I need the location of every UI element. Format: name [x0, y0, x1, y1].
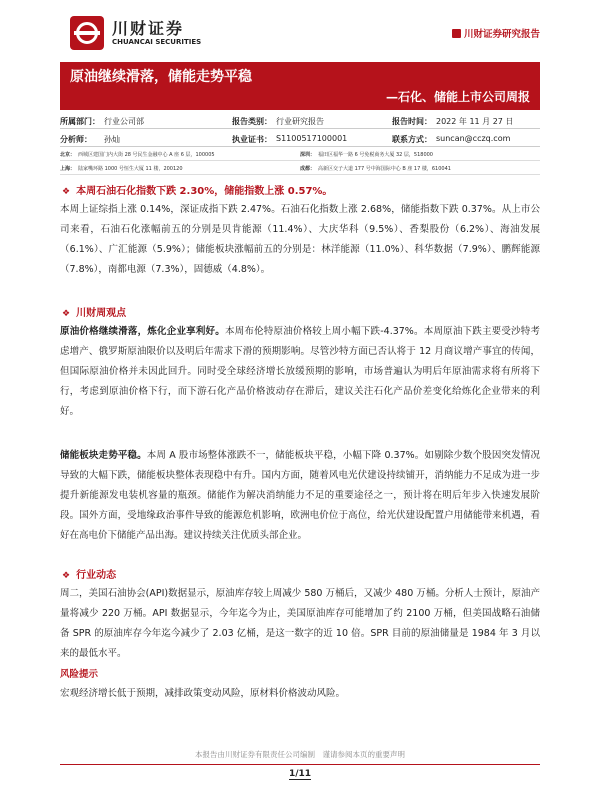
storage-view-body: 本周 A 股市场整体涨跌不一，储能板块平稳，小幅下降 0.37%。如剔除少数个股因突发情况导致的大幅下跌，储能板块整体表现稳中有升。国内方面，随着风电光伏建设持续铺开，消纳能力不足成为进一步提升新能源发电装机容量的瓶颈。储能作为解决消纳能力不足的重要途径之一，预计将在明后年步入快速发展阶段。国外方面，受地缘政治事件导致的能源危机影响，欧洲电价位于高位，给光伏建设配置户用储能带来机遇，看好在高电价下储能产品出海。建议持续关注优质头部企业。	[60, 450, 540, 541]
section-2-title: 川财周观点	[76, 308, 127, 319]
storage-view-paragraph	[60, 446, 540, 546]
dept-value: 行业公司部	[104, 117, 144, 126]
cd-label: 成都：	[300, 166, 316, 172]
oil-view-paragraph	[60, 322, 540, 422]
risk-paragraph: 宏观经济增长低于预期，减排政策变动风险，原材料价格波动风险。	[60, 688, 346, 699]
page-number-text: 1/11	[288, 769, 312, 779]
series-icon	[452, 29, 461, 38]
address-table	[60, 147, 540, 175]
sz-address: 福田区福华一路 6 号免税商务大厦 32 层，518000	[318, 152, 433, 158]
sh-address: 陆家嘴环路 1000 号恒生大厦 11 楼，200120	[78, 166, 183, 172]
meta-table	[60, 111, 540, 147]
bj-label: 北京：	[60, 152, 76, 158]
cd-address: 高新区交子大道 177 号中海国际中心 B 座 17 楼，610041	[318, 166, 451, 172]
diamond-icon: ❖	[62, 187, 71, 197]
sz-label: 深圳：	[300, 152, 316, 158]
type-label: 报告类别：	[232, 117, 272, 126]
oil-view-body: 本周布伦特原油价格较上周小幅下跌-4.37%。本周原油下跌主要受沙特考虑增产、俄罗斯原油限价以及明后年需求下滑的预期影响。尽管沙特方面已否认将于 12 月商议增产事宜的传闻，但国际原油价格并未因此回升。同时受全球经济增长放缓预期的影响，市场普遍认为明后年原油需求将有所将下行，考虑到原油价格下行，而下游石化产品价格波动存在滞后，建议关注石化产品价差变化给炼化企业带来的利好。	[60, 326, 540, 417]
report-subtitle: —石化、储能上市公司周报	[385, 90, 530, 104]
cert-value: S1100517100001	[276, 134, 348, 143]
section-3-title: 行业动态	[76, 570, 117, 581]
index-summary-paragraph: 本周上证综指上涨 0.14%，深证成指下跌 2.47%。石油石化指数上涨 2.68%，储能指数下跌 0.37%。从上市公司来看，石油石化涨幅前五的分别是贝肯能源（11.4%）、大庆华科（9.5%）、香梨股份（6.2%）、海油发展（6.1%）、广汇能源（5.9%）；储能板块涨幅前五的分别是：林洋能源（11.0%）、科华数据（7.9%）、鹏辉能源（7.8%），南都电源（7.3%），固德威（4.8%）。	[60, 204, 540, 275]
logo-en-text: CHUANCAI SECURITIES	[112, 38, 202, 46]
series-label: 川财证券研究报告	[463, 29, 540, 40]
section-weekly-view-heading	[62, 304, 126, 319]
diamond-icon: ❖	[62, 571, 71, 581]
cert-label: 执业证书：	[232, 135, 272, 144]
section-index-summary-heading	[62, 182, 332, 197]
date-label: 报告时间：	[392, 117, 432, 126]
chuancai-logo-icon	[70, 16, 104, 50]
page-number	[0, 769, 600, 779]
industry-news-paragraph: 周二，美国石油协会(API)数据显示，原油库存较上周减少 580 万桶后，又减少 480 万桶。分析人士预计，原油产量将减少 220 万桶。API 数据显示，今年迄今为止，美国原油库存可能增加了约 2100 万桶，但美国战略石油储备 SPR 的原油库存今年迄今减少了 2.03 亿桶，是这一数字的近 10 倍。SPR 目前的原油储量是 1984 年 3 月以来的最低水平。	[60, 588, 540, 659]
title-banner	[60, 62, 540, 110]
contact-email[interactable]: suncan@cczq.com	[436, 134, 511, 143]
logo-cn-text: 川财证券	[112, 19, 185, 38]
footer-divider	[60, 764, 540, 765]
sh-label: 上海：	[60, 166, 76, 172]
bj-address: 西城区建国门内大街 28 号民生金融中心 A 座 6 层，100005	[78, 152, 215, 158]
footer-disclaimer: 本报告由川财证券有限责任公司编制 谨请参阅本页的重要声明	[195, 750, 405, 759]
dept-label: 所属部门：	[60, 117, 100, 126]
contact-label: 联系方式：	[392, 135, 432, 144]
section-industry-news-heading	[62, 566, 116, 581]
analyst-value: 孙灿	[104, 135, 120, 144]
risk-heading: 风险提示	[60, 669, 99, 680]
type-value: 行业研究报告	[276, 117, 324, 126]
report-header	[60, 12, 540, 52]
date-value: 2022 年 11 月 27 日	[436, 117, 514, 126]
analyst-label: 分析师：	[60, 135, 92, 144]
series-tag	[452, 26, 540, 40]
storage-view-lead: 储能板块走势平稳。	[60, 450, 147, 461]
diamond-icon: ❖	[62, 309, 71, 319]
report-title: 原油继续滑落，储能走势平稳	[70, 69, 252, 85]
section-1-title: 本周石油石化指数下跌 2.30%，储能指数上涨 0.57%。	[76, 186, 333, 197]
oil-view-lead: 原油价格继续滑落，炼化企业享利好。	[60, 326, 225, 337]
